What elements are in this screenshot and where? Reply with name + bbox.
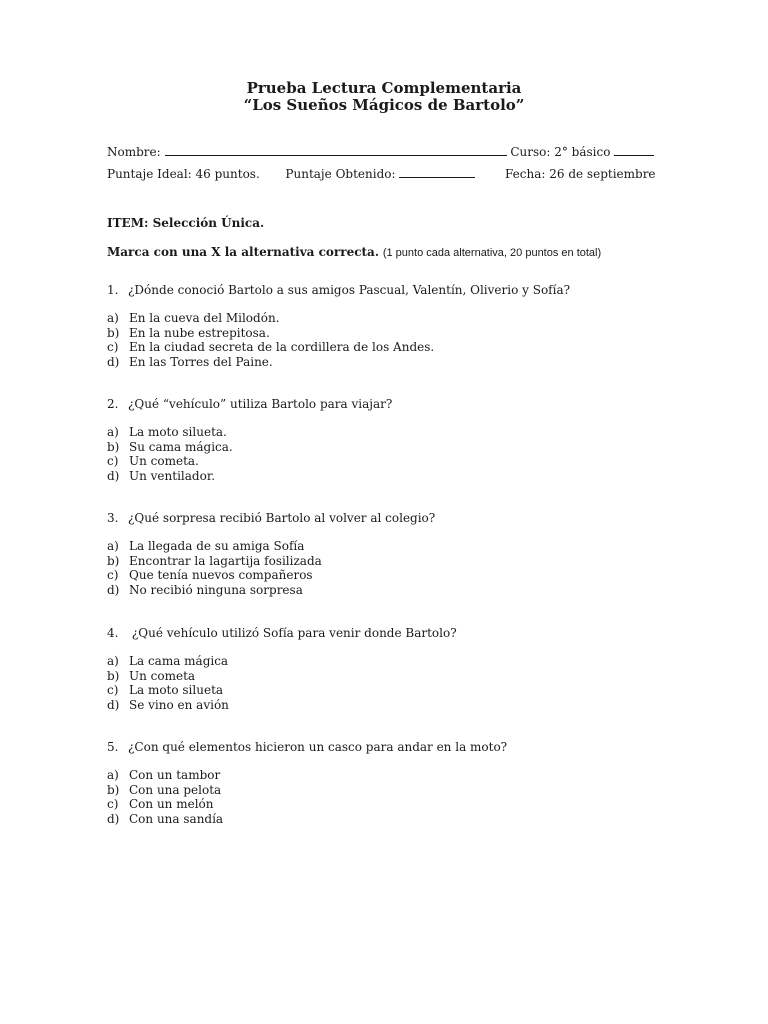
option-letter: d)	[107, 582, 120, 597]
puntaje-obtenido-blank[interactable]	[399, 166, 475, 178]
question-number: 5.	[107, 740, 119, 754]
option-text: En la ciudad secreta de la cordillera de los Andes.	[129, 340, 435, 354]
option-letter: d)	[107, 354, 120, 369]
nombre-blank[interactable]	[165, 144, 507, 156]
option-item[interactable]	[107, 683, 229, 698]
option-item[interactable]	[107, 797, 223, 812]
option-item[interactable]	[107, 698, 229, 713]
option-text: En la nube estrepitosa.	[129, 325, 270, 340]
option-letter: a)	[107, 539, 119, 553]
option-item[interactable]	[107, 654, 229, 669]
question-text: ¿Con qué elementos hicieron un casco para andar en la moto?	[128, 740, 508, 754]
name-course-row	[107, 144, 659, 159]
option-text: Con un melón	[129, 797, 214, 811]
question-3-options	[107, 539, 322, 597]
option-item[interactable]	[107, 539, 322, 554]
option-letter: b)	[107, 325, 120, 340]
option-item[interactable]	[107, 440, 233, 455]
question-2	[107, 397, 392, 411]
option-text: La moto silueta	[129, 683, 224, 697]
question-text: ¿Qué “vehículo” utiliza Bartolo para viajar?	[128, 397, 393, 411]
instruction-text: Marca con una X la alternativa correcta.	[107, 245, 380, 259]
option-item[interactable]	[107, 768, 223, 783]
question-number: 1.	[107, 283, 119, 297]
option-text: Con una pelota	[129, 782, 222, 797]
option-item[interactable]	[107, 583, 322, 598]
option-letter: b)	[107, 439, 120, 454]
option-item[interactable]	[107, 355, 434, 370]
puntaje-obtenido-label: Puntaje Obtenido:	[285, 167, 396, 181]
option-letter: b)	[107, 782, 120, 797]
option-text: Con un tambor	[129, 768, 221, 782]
option-item[interactable]	[107, 425, 233, 440]
option-text: En la cueva del Milodón.	[129, 311, 280, 325]
question-5-options	[107, 768, 223, 826]
item-title: ITEM: Selección Única.	[107, 216, 265, 230]
question-1-options	[107, 311, 434, 369]
option-item[interactable]	[107, 311, 434, 326]
option-text: Un cometa	[129, 668, 196, 683]
question-number: 4.	[107, 626, 119, 640]
option-letter: c)	[107, 568, 119, 582]
option-letter: d)	[107, 468, 120, 483]
option-item[interactable]	[107, 469, 233, 484]
question-4	[107, 626, 457, 640]
option-letter: c)	[107, 340, 119, 354]
option-letter: d)	[107, 811, 120, 826]
question-1	[107, 283, 570, 297]
option-item[interactable]	[107, 669, 229, 684]
option-text: Un cometa.	[129, 454, 199, 468]
option-letter: b)	[107, 668, 120, 683]
option-letter: a)	[107, 768, 119, 782]
title-line-1: Prueba Lectura Complementaria	[246, 79, 522, 97]
question-4-options	[107, 654, 229, 712]
document-title	[0, 80, 768, 114]
option-text: En las Torres del Paine.	[129, 354, 273, 369]
puntaje-ideal: Puntaje Ideal: 46 puntos.	[107, 167, 260, 181]
question-text: ¿Qué sorpresa recibió Bartolo al volver al colegio?	[128, 511, 436, 525]
option-letter: a)	[107, 654, 119, 668]
option-text: La moto silueta.	[129, 425, 227, 439]
option-text: Su cama mágica.	[129, 439, 233, 454]
option-text: Con una sandía	[129, 811, 224, 826]
option-item[interactable]	[107, 340, 434, 355]
option-letter: c)	[107, 683, 119, 697]
curso-label: Curso: 2° básico	[510, 145, 611, 159]
option-item[interactable]	[107, 454, 233, 469]
option-letter: a)	[107, 311, 119, 325]
option-item[interactable]	[107, 568, 322, 583]
instruction-row	[107, 245, 601, 259]
option-text: La llegada de su amiga Sofía	[129, 539, 305, 553]
option-text: Se vino en avión	[129, 697, 229, 712]
question-3	[107, 511, 435, 525]
option-letter: a)	[107, 425, 119, 439]
option-text: Encontrar la lagartija fosilizada	[129, 553, 322, 568]
question-number: 2.	[107, 397, 119, 411]
option-text: La cama mágica	[129, 654, 229, 668]
score-date-row	[107, 166, 659, 181]
option-letter: c)	[107, 797, 119, 811]
question-2-options	[107, 425, 233, 483]
option-item[interactable]	[107, 783, 223, 798]
option-item[interactable]	[107, 326, 434, 341]
option-letter: b)	[107, 553, 120, 568]
question-text: ¿Qué vehículo utilizó Sofía para venir donde Bartolo?	[128, 626, 457, 640]
option-letter: c)	[107, 454, 119, 468]
instruction-note: (1 punto cada alternativa, 20 puntos en total)	[382, 247, 602, 259]
option-item[interactable]	[107, 812, 223, 827]
option-text: Un ventilador.	[129, 468, 216, 483]
nombre-label: Nombre:	[107, 145, 161, 159]
question-number: 3.	[107, 511, 119, 525]
question-text: ¿Dónde conoció Bartolo a sus amigos Pascual, Valentín, Oliverio y Sofía?	[128, 283, 571, 297]
fecha: Fecha: 26 de septiembre	[505, 167, 656, 181]
curso-blank[interactable]	[614, 144, 654, 156]
option-text: No recibió ninguna sorpresa	[129, 582, 303, 597]
option-letter: d)	[107, 697, 120, 712]
option-text: Que tenía nuevos compañeros	[129, 568, 313, 582]
title-line-2: “Los Sueños Mágicos de Bartolo”	[243, 96, 525, 114]
question-5	[107, 740, 507, 754]
option-item[interactable]	[107, 554, 322, 569]
